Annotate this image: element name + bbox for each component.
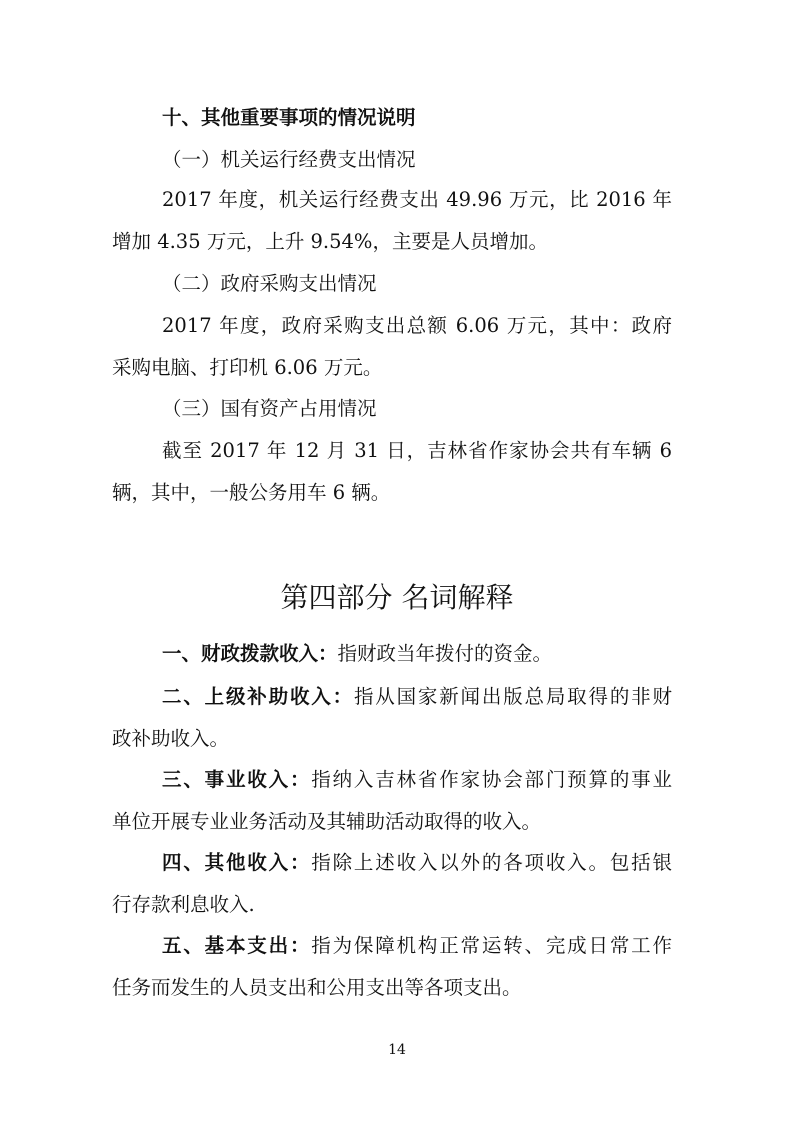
subheading-state-assets: （三）国有资产占用情况 xyxy=(162,397,377,420)
term-business-income-line-2: 单位开展专业业务活动及其辅助活动取得的收入。 xyxy=(112,810,542,833)
term-business-income xyxy=(162,766,672,794)
term-superior-subsidy xyxy=(162,683,672,711)
term-definition: 指为保障机构正常运转、完成日常工作 xyxy=(311,934,672,957)
paragraph-procurement-line-1: 2017 年度，政府采购支出总额 6.06 万元，其中：政府 xyxy=(162,314,672,337)
page-number: 14 xyxy=(388,1042,406,1058)
term-definition: 指财政当年拨付的资金。 xyxy=(337,642,553,665)
term-fiscal-appropriation xyxy=(162,640,672,668)
paragraph-operating-expenses-line-2: 增加 4.35 万元，上升 9.54%，主要是人员增加。 xyxy=(112,230,548,253)
term-other-income xyxy=(162,849,672,877)
term-definition: 指除上述收入以外的各项收入。包括银 xyxy=(311,851,672,874)
subheading-operating-expenses: （一）机关运行经费支出情况 xyxy=(162,148,416,171)
paragraph-operating-expenses-line-1: 2017 年度，机关运行经费支出 49.96 万元，比 2016 年 xyxy=(162,188,672,211)
term-label: 三、事业收入： xyxy=(162,768,312,791)
section-heading-10: 十、其他重要事项的情况说明 xyxy=(162,106,416,129)
paragraph-procurement-line-2: 采购电脑、打印机 6.06 万元。 xyxy=(112,356,383,379)
term-superior-subsidy-line-2: 政补助收入。 xyxy=(112,727,230,750)
paragraph-state-assets-line-1: 截至 2017 年 12 月 31 日，吉林省作家协会共有车辆 6 xyxy=(162,439,672,462)
term-label: 四、其他收入： xyxy=(162,851,312,874)
term-label: 二、上级补助收入： xyxy=(162,685,354,708)
term-basic-expenditure xyxy=(162,932,672,960)
subheading-government-procurement: （二）政府采购支出情况 xyxy=(162,272,377,295)
term-other-income-line-2: 行存款利息收入. xyxy=(112,893,255,916)
term-label: 一、财政拨款收入： xyxy=(162,642,338,665)
term-definition: 指纳入吉林省作家协会部门预算的事业 xyxy=(311,768,672,791)
term-basic-expenditure-line-2: 任务而发生的人员支出和公用支出等各项支出。 xyxy=(112,976,522,999)
term-definition: 指从国家新闻出版总局取得的非财 xyxy=(353,685,672,708)
term-label: 五、基本支出： xyxy=(162,934,312,957)
part-four-title: 第四部分 名词解释 xyxy=(280,581,514,614)
paragraph-state-assets-line-2: 辆，其中，一般公务用车 6 辆。 xyxy=(112,481,391,504)
